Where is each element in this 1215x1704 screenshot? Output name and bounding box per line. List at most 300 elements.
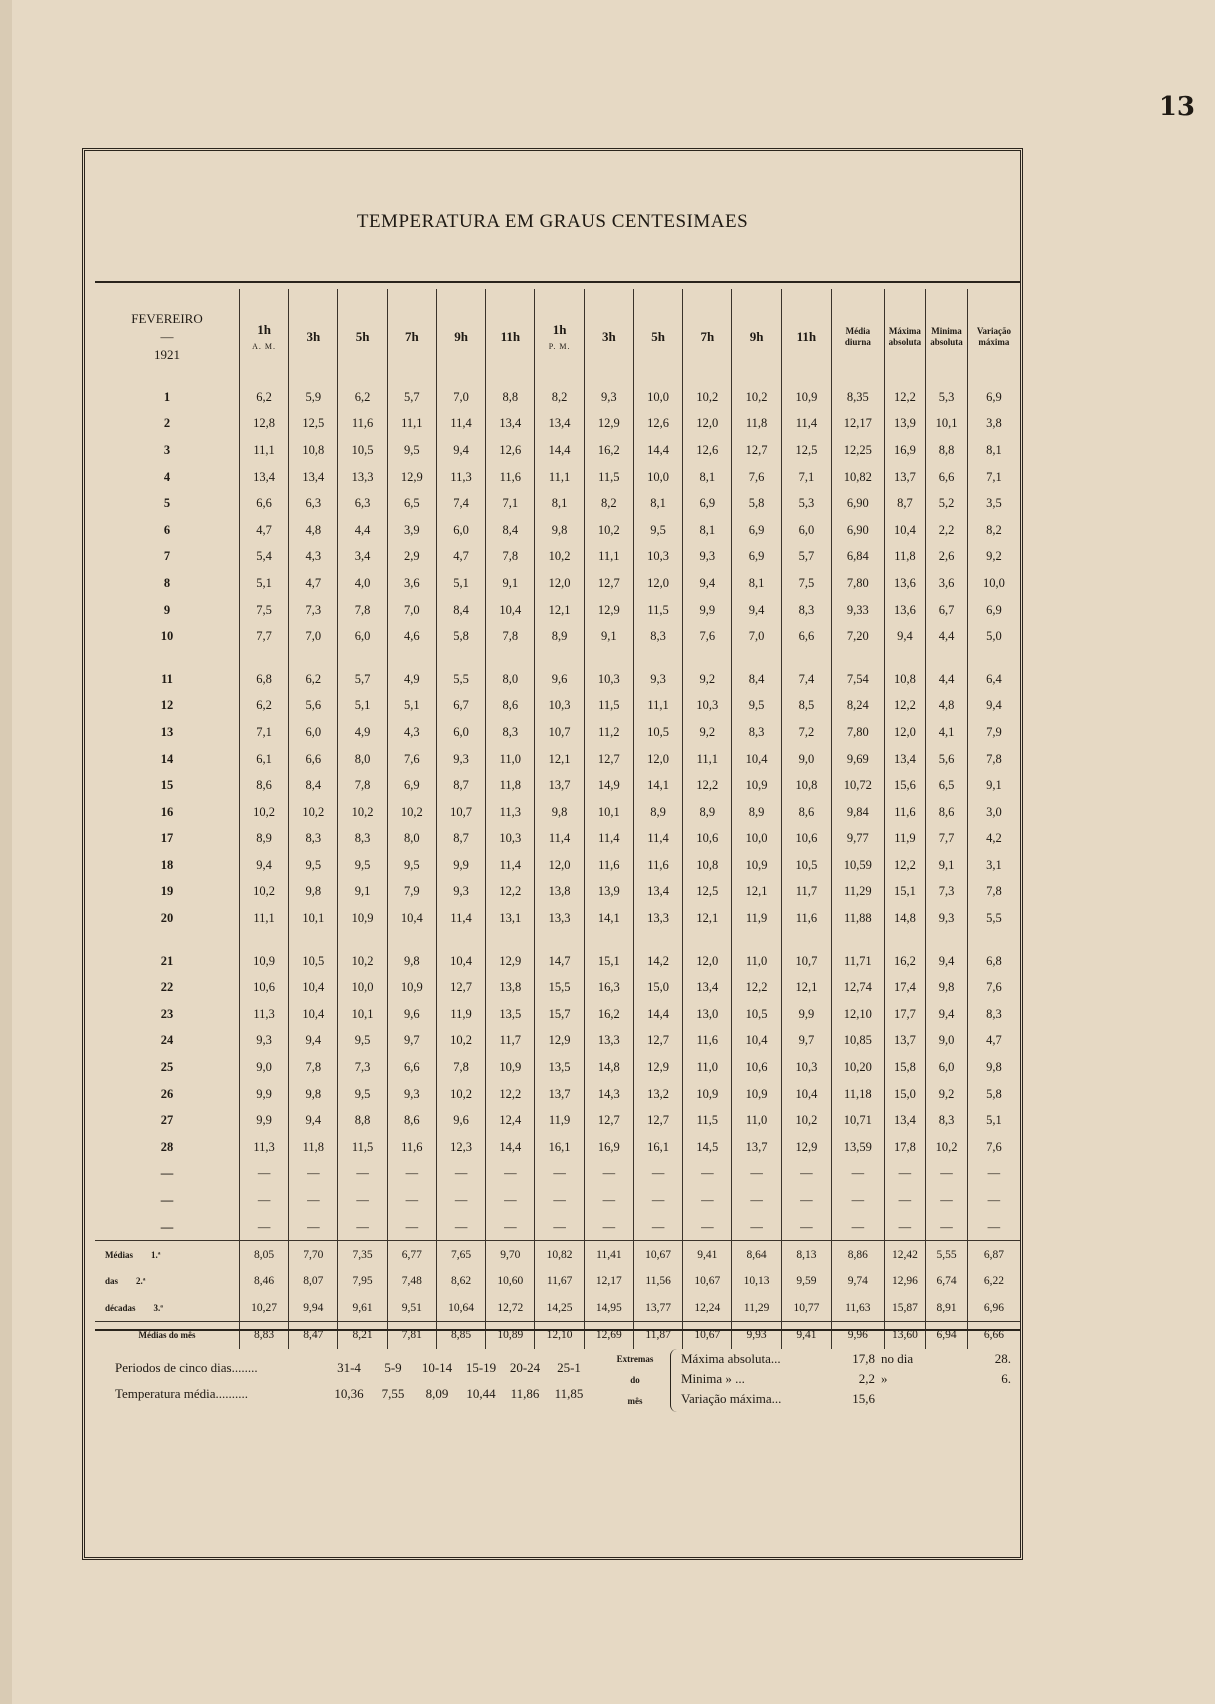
extremes-label-line: mês <box>627 1396 643 1406</box>
temperature-cell: 8,6 <box>486 693 535 720</box>
period-mean-temp: 11,85 <box>554 1386 584 1401</box>
temperature-cell: 6,3 <box>338 490 387 517</box>
temperature-cell: 6,0 <box>289 719 338 746</box>
temperature-cell: 10,7 <box>781 948 831 975</box>
temperature-cell: 11,6 <box>486 464 535 491</box>
dash-cell: — <box>926 1187 968 1214</box>
temperature-cell: 10,1 <box>289 905 338 932</box>
temperature-cell: 8,3 <box>633 623 682 650</box>
temperature-cell: 11,7 <box>781 879 831 906</box>
temperature-cell: 11,4 <box>436 411 485 438</box>
day-number: 21 <box>160 953 174 968</box>
day-number: 12 <box>160 698 174 713</box>
table-row <box>95 411 1020 438</box>
temperature-cell: 11,6 <box>683 1028 732 1055</box>
temperature-cell: 12,1 <box>535 597 584 624</box>
month-mean-cell: 6,66 <box>967 1322 1020 1349</box>
day-number: 25 <box>160 1060 174 1075</box>
temperature-cell: 14,4 <box>486 1134 535 1161</box>
month-header <box>95 289 239 384</box>
decade-mean-cell: 14,25 <box>535 1295 584 1322</box>
extreme-day <box>971 1389 1011 1409</box>
temperature-cell: 15,5 <box>535 974 584 1001</box>
temperature-cell: 10,5 <box>633 719 682 746</box>
temperature-cell: 10,3 <box>781 1054 831 1081</box>
temperature-cell: 10,8 <box>781 772 831 799</box>
temperature-cell: 3,5 <box>967 490 1020 517</box>
temperature-cell: 12,0 <box>683 411 732 438</box>
temperature-cell: 7,6 <box>732 464 781 491</box>
temperature-cell: 11,5 <box>338 1134 387 1161</box>
temperature-cell: 6,1 <box>239 746 288 773</box>
temperature-cell: 5,8 <box>732 490 781 517</box>
temperature-cell: 11,1 <box>535 464 584 491</box>
temperature-cell: 11,29 <box>832 879 885 906</box>
extreme-row <box>681 1389 1011 1409</box>
temperature-cell: 9,33 <box>832 597 885 624</box>
table-row <box>95 490 1020 517</box>
dash-cell: — <box>884 1161 926 1188</box>
gap-cell <box>239 932 288 948</box>
temperature-cell: 9,3 <box>436 879 485 906</box>
temperature-cell: 3,4 <box>338 544 387 571</box>
dash-cell: — <box>535 1187 584 1214</box>
temperature-cell: 12,2 <box>884 384 926 411</box>
extreme-day: 28. <box>994 1351 1011 1366</box>
temperature-cell: 10,2 <box>436 1028 485 1055</box>
temperature-cell: 7,20 <box>832 623 885 650</box>
column-header-label: Variação máxima <box>976 325 1011 347</box>
decade-label-text: das <box>105 1276 119 1287</box>
temperature-cell: 11,4 <box>781 411 831 438</box>
dash-cell: — <box>338 1187 387 1214</box>
dash-cell: — <box>486 1187 535 1214</box>
extreme-value: 15,6 <box>852 1391 875 1406</box>
extreme-label: Máxima absoluta... <box>681 1351 781 1366</box>
temperature-cell: 8,3 <box>289 826 338 853</box>
temperature-cell: 10,4 <box>781 1081 831 1108</box>
temperature-cell: 9,8 <box>535 517 584 544</box>
dash-cell: — <box>832 1161 885 1188</box>
temperature-cell: 8,1 <box>732 570 781 597</box>
temperature-cell: 12,7 <box>732 437 781 464</box>
temperature-cell: 12,7 <box>584 1107 633 1134</box>
temperature-cell: 9,8 <box>387 948 436 975</box>
temperature-cell: 10,8 <box>289 437 338 464</box>
decade-mean-cell: 6,77 <box>387 1241 436 1268</box>
temperature-cell: 11,1 <box>387 411 436 438</box>
temperature-cell: 9,4 <box>289 1028 338 1055</box>
temperature-cell: 4,4 <box>338 517 387 544</box>
temperature-cell: 8,2 <box>584 490 633 517</box>
temperature-cell: 11,6 <box>884 799 926 826</box>
temperature-cell: 11,6 <box>338 411 387 438</box>
temperature-cell: 4,4 <box>926 623 968 650</box>
month-mean-cell: 8,83 <box>239 1322 288 1349</box>
temperature-cell: 10,9 <box>486 1054 535 1081</box>
temperature-cell: 8,0 <box>387 826 436 853</box>
decade-gap <box>95 650 1020 666</box>
temperature-cell: 10,2 <box>239 799 288 826</box>
decade-mean-cell: 12,24 <box>683 1295 732 1322</box>
temperature-cell: 5,6 <box>289 693 338 720</box>
decade-mean-cell: 9,74 <box>832 1268 885 1295</box>
temperature-cell: 11,8 <box>289 1134 338 1161</box>
temperature-cell: 13,4 <box>884 746 926 773</box>
temperature-cell: 13,5 <box>486 1001 535 1028</box>
temperature-cell: 10,2 <box>239 879 288 906</box>
temperature-cell: 7,8 <box>486 623 535 650</box>
temperature-cell: 12,9 <box>486 948 535 975</box>
temperature-cell: 10,4 <box>884 517 926 544</box>
temperature-cell: 16,2 <box>884 948 926 975</box>
temperature-cell: 3,6 <box>387 570 436 597</box>
temperature-cell: 13,7 <box>732 1134 781 1161</box>
period-mean-temp: 10,44 <box>466 1386 496 1401</box>
temperature-cell: 10,4 <box>732 1028 781 1055</box>
temperature-cell: 12,8 <box>239 411 288 438</box>
temperature-cell: 9,3 <box>239 1028 288 1055</box>
extreme-day: 6. <box>1001 1371 1011 1386</box>
temperature-cell: 7,8 <box>967 746 1020 773</box>
temperature-cell: 6,0 <box>436 719 485 746</box>
temperature-cell: 7,4 <box>781 666 831 693</box>
table-row <box>95 974 1020 1001</box>
decade-mean-cell: 10,82 <box>535 1241 584 1268</box>
temperature-cell: 11,0 <box>486 746 535 773</box>
temperature-cell: 7,7 <box>926 826 968 853</box>
temperature-cell: 6,9 <box>683 490 732 517</box>
decade-mean-cell: 10,67 <box>633 1241 682 1268</box>
temperature-cell: 7,3 <box>338 1054 387 1081</box>
gap-cell <box>584 932 633 948</box>
table-row <box>95 1054 1020 1081</box>
decade-mean-row <box>95 1241 1020 1268</box>
temperature-cell: 8,2 <box>967 517 1020 544</box>
temperature-cell: 6,8 <box>967 948 1020 975</box>
decade-mean-cell: 10,64 <box>436 1295 485 1322</box>
temperature-cell: 10,9 <box>781 384 831 411</box>
temperature-cell: 7,8 <box>338 597 387 624</box>
temperature-cell: 9,3 <box>926 905 968 932</box>
table-row <box>95 948 1020 975</box>
dash-cell: — <box>239 1214 288 1241</box>
dash-cell: — <box>884 1187 926 1214</box>
day-number: 19 <box>160 884 174 899</box>
gap-cell <box>781 932 831 948</box>
decade-mean-cell: 8,86 <box>832 1241 885 1268</box>
temperature-cell: 10,5 <box>732 1001 781 1028</box>
gap-cell <box>633 932 682 948</box>
period-mean-temp: 8,09 <box>425 1386 449 1401</box>
temperature-cell: 13,5 <box>535 1054 584 1081</box>
temperature-cell: 10,4 <box>289 1001 338 1028</box>
temperature-cell: 9,4 <box>436 437 485 464</box>
table-frame <box>82 148 1023 1560</box>
temperature-cell: 13,3 <box>535 905 584 932</box>
temperature-cell: 11,4 <box>584 826 633 853</box>
temperature-cell: 4,1 <box>926 719 968 746</box>
gap-cell <box>967 650 1020 666</box>
temperature-cell: 10,3 <box>633 544 682 571</box>
temperature-cell: 10,4 <box>732 746 781 773</box>
temperature-cell: 10,0 <box>633 464 682 491</box>
gap-cell <box>95 932 239 948</box>
temperature-cell: 12,1 <box>781 974 831 1001</box>
temperature-cell: 9,1 <box>967 772 1020 799</box>
temperature-cell: 14,1 <box>633 772 682 799</box>
temperature-cell: 9,8 <box>289 879 338 906</box>
temperature-cell: 6,3 <box>289 490 338 517</box>
table-row <box>95 746 1020 773</box>
day-number: 8 <box>163 575 171 590</box>
dash-cell: — <box>967 1187 1020 1214</box>
page <box>12 0 1215 1704</box>
temperature-cell: 10,2 <box>926 1134 968 1161</box>
dash-cell: — <box>633 1161 682 1188</box>
decade-mean-cell: 11,67 <box>535 1268 584 1295</box>
temperature-cell: 13,4 <box>239 464 288 491</box>
temperature-cell: 17,7 <box>884 1001 926 1028</box>
day-number: 28 <box>160 1139 174 1154</box>
temperature-cell: 9,5 <box>387 852 436 879</box>
dash-cell: — <box>239 1161 288 1188</box>
temperature-cell: 10,5 <box>289 948 338 975</box>
dash-cell: — <box>387 1187 436 1214</box>
decade-mean-cell: 10,67 <box>683 1268 732 1295</box>
temperature-cell: 12,5 <box>289 411 338 438</box>
column-header-6 <box>535 289 584 384</box>
temperature-cell: 9,69 <box>832 746 885 773</box>
period-mean-temp: 7,55 <box>381 1386 405 1401</box>
temperature-cell: 12,25 <box>832 437 885 464</box>
temperature-cell: 11,4 <box>535 826 584 853</box>
month-mean-cell: 9,96 <box>832 1322 885 1349</box>
temperature-cell: 13,8 <box>486 974 535 1001</box>
extremes-label-line: Extremas <box>616 1354 654 1364</box>
temperature-cell: 12,6 <box>633 411 682 438</box>
temperature-cell: 4,9 <box>338 719 387 746</box>
day-number: 3 <box>163 442 171 457</box>
temperature-cell: 4,9 <box>387 666 436 693</box>
temperature-cell: 10,0 <box>732 826 781 853</box>
decade-ordinal: 2.ª <box>136 1276 146 1287</box>
period-temp-row <box>115 1381 591 1407</box>
temperature-cell: 14,5 <box>683 1134 732 1161</box>
day-number: 6 <box>163 522 171 537</box>
temperature-cell: 7,1 <box>239 719 288 746</box>
temperature-cell: 9,5 <box>289 852 338 879</box>
month-extremes <box>600 1349 1011 1412</box>
temperature-cell: 10,6 <box>781 826 831 853</box>
temperature-cell: 5,0 <box>967 623 1020 650</box>
day-number: 23 <box>160 1006 174 1021</box>
decade-mean-cell: 6,74 <box>926 1268 968 1295</box>
extremes-rows <box>681 1349 1011 1412</box>
temperature-cell: 8,9 <box>732 799 781 826</box>
decade-mean-cell: 9,51 <box>387 1295 436 1322</box>
temperature-cell: 10,9 <box>239 948 288 975</box>
temperature-cell: 15,0 <box>633 974 682 1001</box>
temperature-cell: 12,7 <box>633 1028 682 1055</box>
temperature-cell: 6,9 <box>732 544 781 571</box>
temperature-cell: 9,4 <box>967 693 1020 720</box>
temperature-cell: 12,2 <box>884 693 926 720</box>
temperature-cell: 6,2 <box>289 666 338 693</box>
year-label: 1921 <box>153 346 180 362</box>
gap-cell <box>239 650 288 666</box>
temperature-cell: 14,4 <box>535 437 584 464</box>
decade-label-text: Médias <box>105 1249 133 1260</box>
dash-cell: — <box>683 1187 732 1214</box>
temperature-cell: 9,2 <box>683 666 732 693</box>
extreme-unit: no dia <box>881 1351 914 1366</box>
temperature-cell: 8,6 <box>387 1107 436 1134</box>
temperature-cell: 10,4 <box>436 948 485 975</box>
temperature-cell: 9,4 <box>926 948 968 975</box>
temperature-cell: 7,8 <box>338 772 387 799</box>
temperature-cell: 12,0 <box>535 570 584 597</box>
temperature-cell: 4,2 <box>967 826 1020 853</box>
month-mean-cell: 12,69 <box>584 1322 633 1349</box>
temperature-cell: 10,1 <box>338 1001 387 1028</box>
decade-mean-cell: 10,77 <box>781 1295 831 1322</box>
day-number: 11 <box>161 671 173 686</box>
table-row <box>95 719 1020 746</box>
temperature-cell: 10,2 <box>387 799 436 826</box>
temperature-cell: 3,6 <box>926 570 968 597</box>
gap-cell <box>683 932 732 948</box>
column-header-label: 1h <box>257 322 271 337</box>
month-label: FEVEREIRO <box>131 310 203 326</box>
temperature-cell: 14,4 <box>633 437 682 464</box>
temperature-cell: 9,5 <box>338 852 387 879</box>
temperature-cell: 11,6 <box>633 852 682 879</box>
extreme-unit: » <box>881 1371 888 1386</box>
dash-cell: — <box>239 1187 288 1214</box>
temperature-cell: 7,80 <box>832 570 885 597</box>
decade-mean-cell: 8,13 <box>781 1241 831 1268</box>
extreme-value: 17,8 <box>852 1351 875 1366</box>
period-row <box>115 1355 591 1381</box>
temperature-cell: 9,9 <box>781 1001 831 1028</box>
temperature-cell: 14,8 <box>584 1054 633 1081</box>
temperature-cell: 8,4 <box>436 597 485 624</box>
temperature-cell: 6,0 <box>926 1054 968 1081</box>
day-number: 15 <box>160 778 174 793</box>
temperature-cell: 9,2 <box>967 544 1020 571</box>
decade-label <box>95 1295 239 1322</box>
temperature-cell: 11,3 <box>486 799 535 826</box>
temperature-cell: 6,7 <box>436 693 485 720</box>
temperature-cell: 11,4 <box>486 852 535 879</box>
temperature-cell: 13,0 <box>683 1001 732 1028</box>
temperature-cell: 4,4 <box>926 666 968 693</box>
gap-cell <box>967 932 1020 948</box>
temperature-cell: 9,6 <box>387 1001 436 1028</box>
temperature-cell: 16,1 <box>633 1134 682 1161</box>
temperature-cell: 2,6 <box>926 544 968 571</box>
gap-cell <box>683 650 732 666</box>
temperature-cell: 8,6 <box>781 799 831 826</box>
extreme-value: 2,2 <box>858 1371 875 1386</box>
temperature-cell: 12,1 <box>732 879 781 906</box>
month-mean-cell: 8,85 <box>436 1322 485 1349</box>
temperature-cell: 12,6 <box>683 437 732 464</box>
temperature-cell: 6,84 <box>832 544 885 571</box>
gap-cell <box>535 650 584 666</box>
temperature-cell: 8,1 <box>683 517 732 544</box>
column-header-3 <box>387 289 436 384</box>
temperature-cell: 7,1 <box>486 490 535 517</box>
decade-mean-cell: 9,70 <box>486 1241 535 1268</box>
table-row <box>95 879 1020 906</box>
temperature-cell: 16,2 <box>584 1001 633 1028</box>
decade-mean-cell: 5,55 <box>926 1241 968 1268</box>
day-number: 20 <box>160 911 174 926</box>
temperature-cell: 7,8 <box>436 1054 485 1081</box>
temperature-cell: 7,8 <box>486 544 535 571</box>
table-row <box>95 570 1020 597</box>
month-dash: — <box>160 328 174 344</box>
decade-mean-cell: 6,87 <box>967 1241 1020 1268</box>
temperature-cell: 6,0 <box>436 517 485 544</box>
temperature-cell: 8,1 <box>683 464 732 491</box>
temperature-cell: 10,20 <box>832 1054 885 1081</box>
temperature-cell: 10,2 <box>289 799 338 826</box>
table-row <box>95 1028 1020 1055</box>
temperature-cell: 8,6 <box>926 799 968 826</box>
temperature-cell: 12,9 <box>387 464 436 491</box>
temperature-cell: 7,1 <box>967 464 1020 491</box>
temperature-cell: 15,8 <box>884 1054 926 1081</box>
brace <box>670 1349 677 1412</box>
dash-cell: — <box>967 1161 1020 1188</box>
temperature-cell: 6,6 <box>387 1054 436 1081</box>
day-number: 5 <box>163 496 171 511</box>
temperature-cell: 9,1 <box>926 852 968 879</box>
temperature-cell: 8,7 <box>436 826 485 853</box>
temperature-cell: 10,9 <box>338 905 387 932</box>
temperature-cell: 11,1 <box>584 544 633 571</box>
temperature-cell: 3,0 <box>967 799 1020 826</box>
temperature-cell: 11,6 <box>387 1134 436 1161</box>
temperature-cell: 14,9 <box>584 772 633 799</box>
extremes-label <box>600 1349 670 1412</box>
temperature-cell: 9,9 <box>436 852 485 879</box>
temperature-cell: 8,7 <box>884 490 926 517</box>
period-mean-temp: 10,36 <box>334 1386 364 1401</box>
decade-mean-cell: 15,87 <box>884 1295 926 1322</box>
temperature-cell: 9,1 <box>486 570 535 597</box>
temperature-cell: 10,2 <box>436 1081 485 1108</box>
temperature-cell: 10,85 <box>832 1028 885 1055</box>
temperature-cell: 12,0 <box>884 719 926 746</box>
temperature-cell: 10,3 <box>486 826 535 853</box>
temperature-cell: 13,9 <box>584 879 633 906</box>
column-header-label: 7h <box>404 328 419 344</box>
temperature-cell: 10,0 <box>967 570 1020 597</box>
decade-mean-cell: 7,48 <box>387 1268 436 1295</box>
dash-cell: — <box>683 1214 732 1241</box>
temperature-cell: 11,0 <box>732 1107 781 1134</box>
temperature-cell: 5,2 <box>926 490 968 517</box>
gap-cell <box>633 650 682 666</box>
temperature-cell: 9,2 <box>683 719 732 746</box>
temperature-cell: 12,9 <box>584 597 633 624</box>
temperature-cell: 13,3 <box>584 1028 633 1055</box>
dash-cell: — <box>732 1214 781 1241</box>
